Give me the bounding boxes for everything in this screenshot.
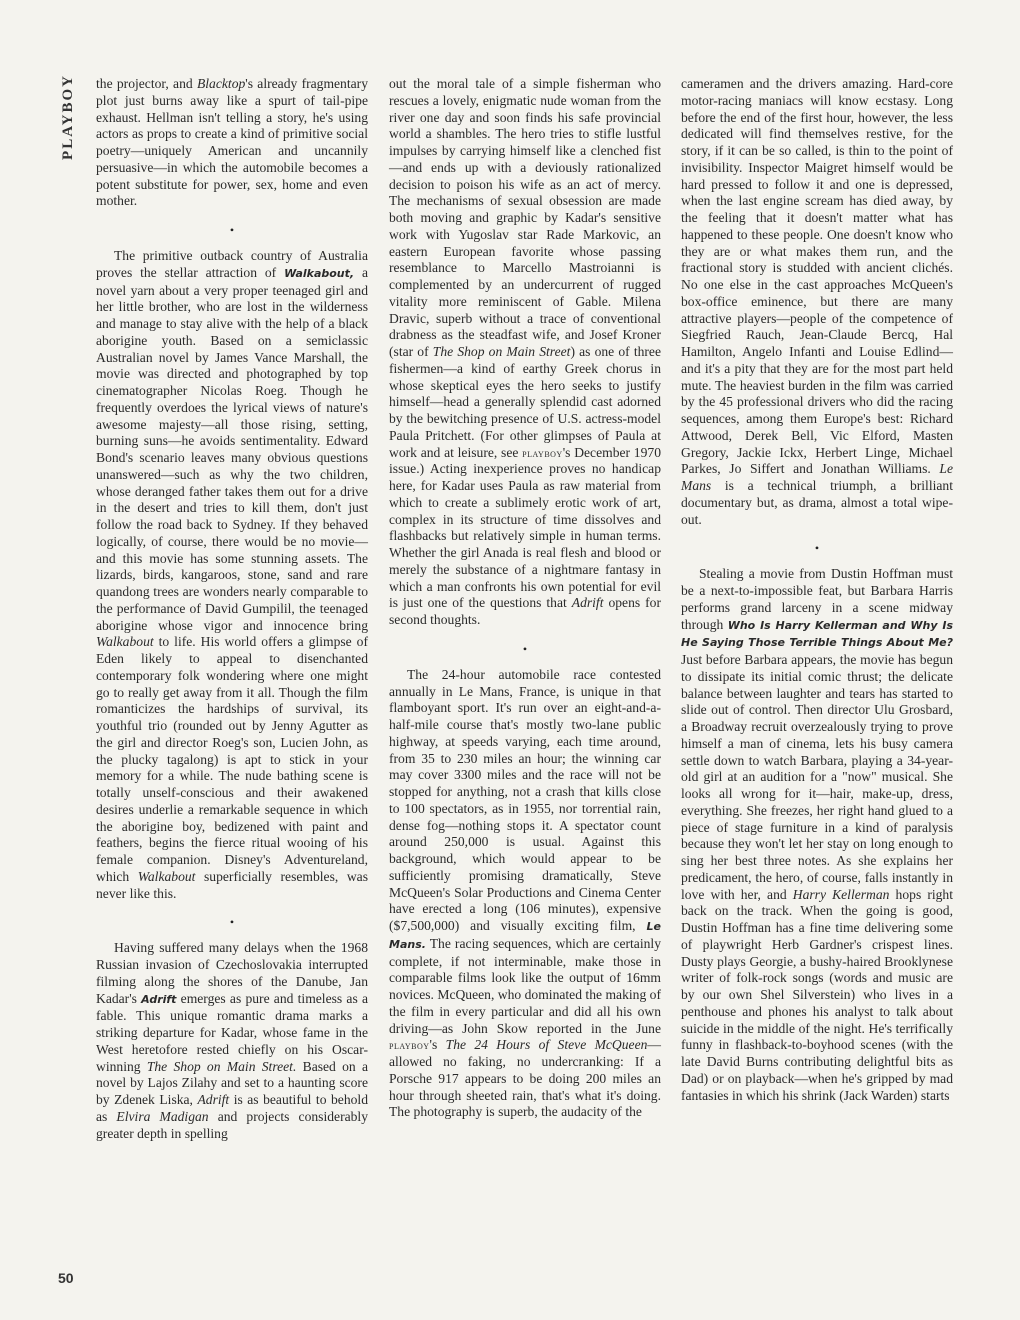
article-paragraph	[389, 667, 661, 1121]
italic-title: Walkabout	[137, 868, 196, 884]
text-run: —allowed no faking, no undercranking: If a Porsche 917 appears to be doing 200 miles an hour through sheeted rain, that's what it's doing. The photography is superb, the audacity of the	[389, 1037, 661, 1120]
article-paragraph	[96, 940, 368, 1142]
article-paragraph	[96, 248, 368, 902]
text-run: cameramen and the drivers amazing. Hard-core motor-racing maniacs will know ecstasy. Long before the end of the first hour, however, the less dedicated will find themselves restive, for the story, if it can be so called, is thin to the point of invisibility. Inspector Maigret himself would be hard pressed to follow it and one is depressed, when the last engine scream has died away, by the feeling that it doesn't matter what has happened to these people. One doesn't know who they are or what makes them run, and the fractional story is studded with ancient clichés. No one else in the cast approaches McQueen's box-office eminence, but there are many attractive players—people of the competence of Siegfried Rauch, Jean-Claude Bercq, Hal Hamilton, Angelo Infanti and Louise Edlind—and it's a pity that they are for the most part held mute. The heaviest burden in the film was carried by the 45 professional drivers who did the racing sequences, among them Europe's best: Richard Attwood, Derek Bell, Vic Elford, Masten Gregory, Jackie Ickx, Herbert Linge, Michael Parkes, Jo Siffert and Jonathan Williams.	[681, 76, 953, 477]
text-run: hops right back on the track. When the going is good, Dustin Hoffman has a fine time delivering some of playwright Herb Gardner's crispest lines. Dusty plays Georgie, a bushy-haired Brooklynese writer of folk-rock songs (words and music are by our own Shel Silverstein) who lives in a penthouse and phones his analyst to talk about suicide in the middle of the night. He's terrifically funny in flashback-to-boyhood scenes (with the late David Burns contributing delightful bits as Dad) or on playback—when he's gripped by mad fantasies in which his shrink (Jack Warden) starts	[681, 886, 953, 1103]
text-run: The racing sequences, which are certainly complete, if not interminable, make those in comparable films look like the output of 16mm novices. McQueen, who dominated the making of the film in every particular and did all his own driving—as John Skow reported in the June	[389, 935, 661, 1036]
section-separator-bullet: •	[522, 641, 528, 656]
italic-title: Le Mans	[681, 461, 953, 493]
text-run: a novel yarn about a very proper teenaged girl and her little brother, who are lost in the wilderness and manage to stay alive with the help of a black aborigine youth. Based on a semiclassic Australian novel by James Vance Marshall, the movie was directed and photographed by top cinematographer Nicolas Roeg. Though he frequently overdoes the lyrical views of nature's awesome majesty—all those rising, setting, burning suns—he avoids sentimentality. Edward Bond's scenario leaves many obvious questions unanswered—such as why the two children, whose deranged father takes them out for a drive in the desert and tries to kill them, don't just follow the road back to Sydney. If they behaved logically, of course, there would be no movie—and this movie has some stunning assets. The lizards, birds, kangaroos, stone, sand and rare quandong trees are wonders nearly comparable to the performance of David Gumpilil, the teenaged aborigine whose vigor and innocence bring	[96, 264, 368, 633]
magazine-name: playboy	[522, 445, 563, 460]
text-run: 's already fragmentary plot just burns away like a spurt of tail-pipe exhaust. Hellman isn't telling a story, he's using actors as props to create a kind of primitive social poetry—uniquely American and uncannily persuasive—in which the automobile becomes a potent substitute for power, sex, home and even mother.	[96, 76, 368, 209]
text-run: is as beautiful to behold as	[96, 1092, 368, 1124]
text-column-3	[681, 76, 953, 1104]
text-run: emerges as pure and timeless as a fable. This unique romantic drama marks a striking departure for Kadar, whose fame in the West heretofore rested chiefly on his Oscar-winning	[96, 990, 368, 1074]
text-run: opens for second thoughts.	[389, 595, 661, 627]
article-paragraph	[96, 76, 368, 210]
film-title: Adrift	[141, 992, 177, 1006]
italic-title: The 24 Hours of Steve McQueen	[445, 1037, 648, 1053]
text-run: superficially resembles, was never like this.	[96, 868, 368, 901]
magazine-name: playboy	[389, 1038, 430, 1053]
italic-title: Adrift	[571, 595, 604, 611]
magazine-running-head: PLAYBOY	[60, 74, 76, 160]
text-run: out the moral tale of a simple fisherman who rescues a lovely, enigmatic nude woman from the river one day and soon finds his safe provincial world a shambles. The hero tries to stifle lustful impulses by carrying himself like a clenched fist—and ends up with a deviously rationalized decision to poison his wife as an act of mercy. The mechanisms of sexual obsession are made both moving and graphic by Kadar's sensitive work with Yugoslav star Rade Markovic, an eastern European favorite whose passing resemblance to Marcello Mastroianni is complemented by an undercurrent of rugged vitality more reminiscent of Gable. Milena Dravic, superb without a trace of conventional drabness as the steadfast wife, and Josef Kroner (star of	[389, 76, 661, 359]
section-separator-bullet: •	[229, 915, 235, 930]
text-run: The primitive outback country of Australia proves the stellar attraction of	[96, 248, 368, 280]
film-title: Le Mans.	[389, 920, 661, 951]
text-run: Having suffered many delays when the 1968 Russian invasion of Czechoslovakia interrupted filming along the shores of the Danube, Jan Kadar's	[96, 940, 368, 1006]
italic-title: Blacktop	[196, 76, 246, 91]
italic-title: Harry Kellerman	[792, 886, 890, 902]
film-title: Walkabout,	[284, 266, 355, 280]
text-run: to life. His world offers a glimpse of Eden likely to appeal to disenchanted contemporary folk wondering where one might go to really get away from it all. Though the film romanticizes the hardships of survival, its youthful trio (rounded out by Jenny Agutter as the girl and director Roeg's son, Lucien John, as the plucky tagalong) is apt to stick in your memory for a while. The nude bathing scene is totally unself-conscious and their awakened desires underlie a remarkable sequence in which the aborigine boy, bedizened with paint and feathers, begins the fierce ritual wooing of his female companion. Disney's Adventureland, which	[96, 634, 368, 884]
text-column-1	[96, 76, 368, 1142]
film-title: Who Is Harry Kellerman and Why Is He Saying Those Terrible Things About Me?	[681, 618, 953, 650]
text-run: 's December 1970 issue.) Acting inexperience proves no handicap here, for Kadar uses Paula as raw material from which to create a sublimely erotic work of art, complex in its structure of time dissolves and flashbacks but relatively simple in human terms. Whether the girl Anada is real flesh and blood or merely the substance of a nightmare fantasy in which a man confronts his own potential for evil is just one of the questions that	[389, 444, 661, 611]
text-run: 's	[429, 1037, 446, 1053]
italic-title: Adrift	[197, 1092, 230, 1107]
italic-title: The Shop on Main Street.	[146, 1058, 297, 1074]
text-run: Based on a novel by Lajos Zilahy and set to a haunting score by Zdenek Liska,	[96, 1058, 368, 1107]
text-run: and projects considerably greater depth in spelling	[96, 1108, 368, 1141]
text-run: Stealing a movie from Dustin Hoffman must be a next-to-impossible feat, but Barbara Harris performs grand larceny in a scene midway through	[681, 566, 953, 632]
page-number: 50	[58, 1270, 74, 1286]
italic-title: Elvira Madigan	[116, 1108, 209, 1124]
text-column-2	[389, 76, 661, 1121]
text-run: the projector, and	[96, 76, 197, 91]
text-run: The 24-hour automobile race contested annually in Le Mans, France, is unique in that flamboyant sport. It's run over an eight-and-a-half-mile course that's mostly two-lane public highway, at speeds varying, each time around, from 35 to 230 miles an hour; the winning car may cover 3300 miles and the race will not be stopped for anything, not a crash that kills close to 100 spectators, as in 1955, nor torrential rain, dense fog—nothing stops it. A spectator count around 250,000 is usual. Against this background, which would appear to be sufficiently promising dramatically, Steve McQueen's Solar Productions and Cinema Center have erected a long (106 minutes), expensive ($7,500,000) and visually exciting film,	[389, 666, 661, 933]
italic-title: Walkabout	[96, 634, 154, 650]
article-paragraph	[681, 76, 953, 528]
italic-title: The Shop on Main Street	[432, 344, 571, 359]
text-run: ) as one of three fishermen—a kind of earthy Greek chorus in whose skeptical eyes the hero seeks to justify himself—head a generally splendid cast adorned by the bewitching presence of U.S. actress-model Paula Pritchett. (For other glimpses of Paula at work and at leisure, see	[389, 344, 661, 460]
section-separator-bullet: •	[814, 541, 820, 556]
article-paragraph	[681, 566, 953, 1104]
article-paragraph	[389, 76, 661, 629]
text-run: Just before Barbara appears, the movie has begun to dissipate its initial comic thrust; the delicate balance between laughter and tears has started to slide out of control. Then director Ulu Grosbard, a Broadway recruit overzealously trying to prove himself a man of cinema, lets his busy camera settle down to watch Barbara, playing a 34-year-old girl at an audition for a "now" musical. She looks all wrong for it—hair, make-up, dress, everything. She freezes, her right hand glued to a piece of stage furniture in a kind of paralysis because they won't let her stay on long enough to sing her best three notes. As she explains her predicament, the hero, of course, falls instantly in love with her, and	[681, 652, 953, 902]
text-run: is a technical triumph, a brilliant documentary but, as drama, almost a total wipe-out.	[681, 478, 953, 527]
section-separator-bullet: •	[229, 223, 235, 237]
